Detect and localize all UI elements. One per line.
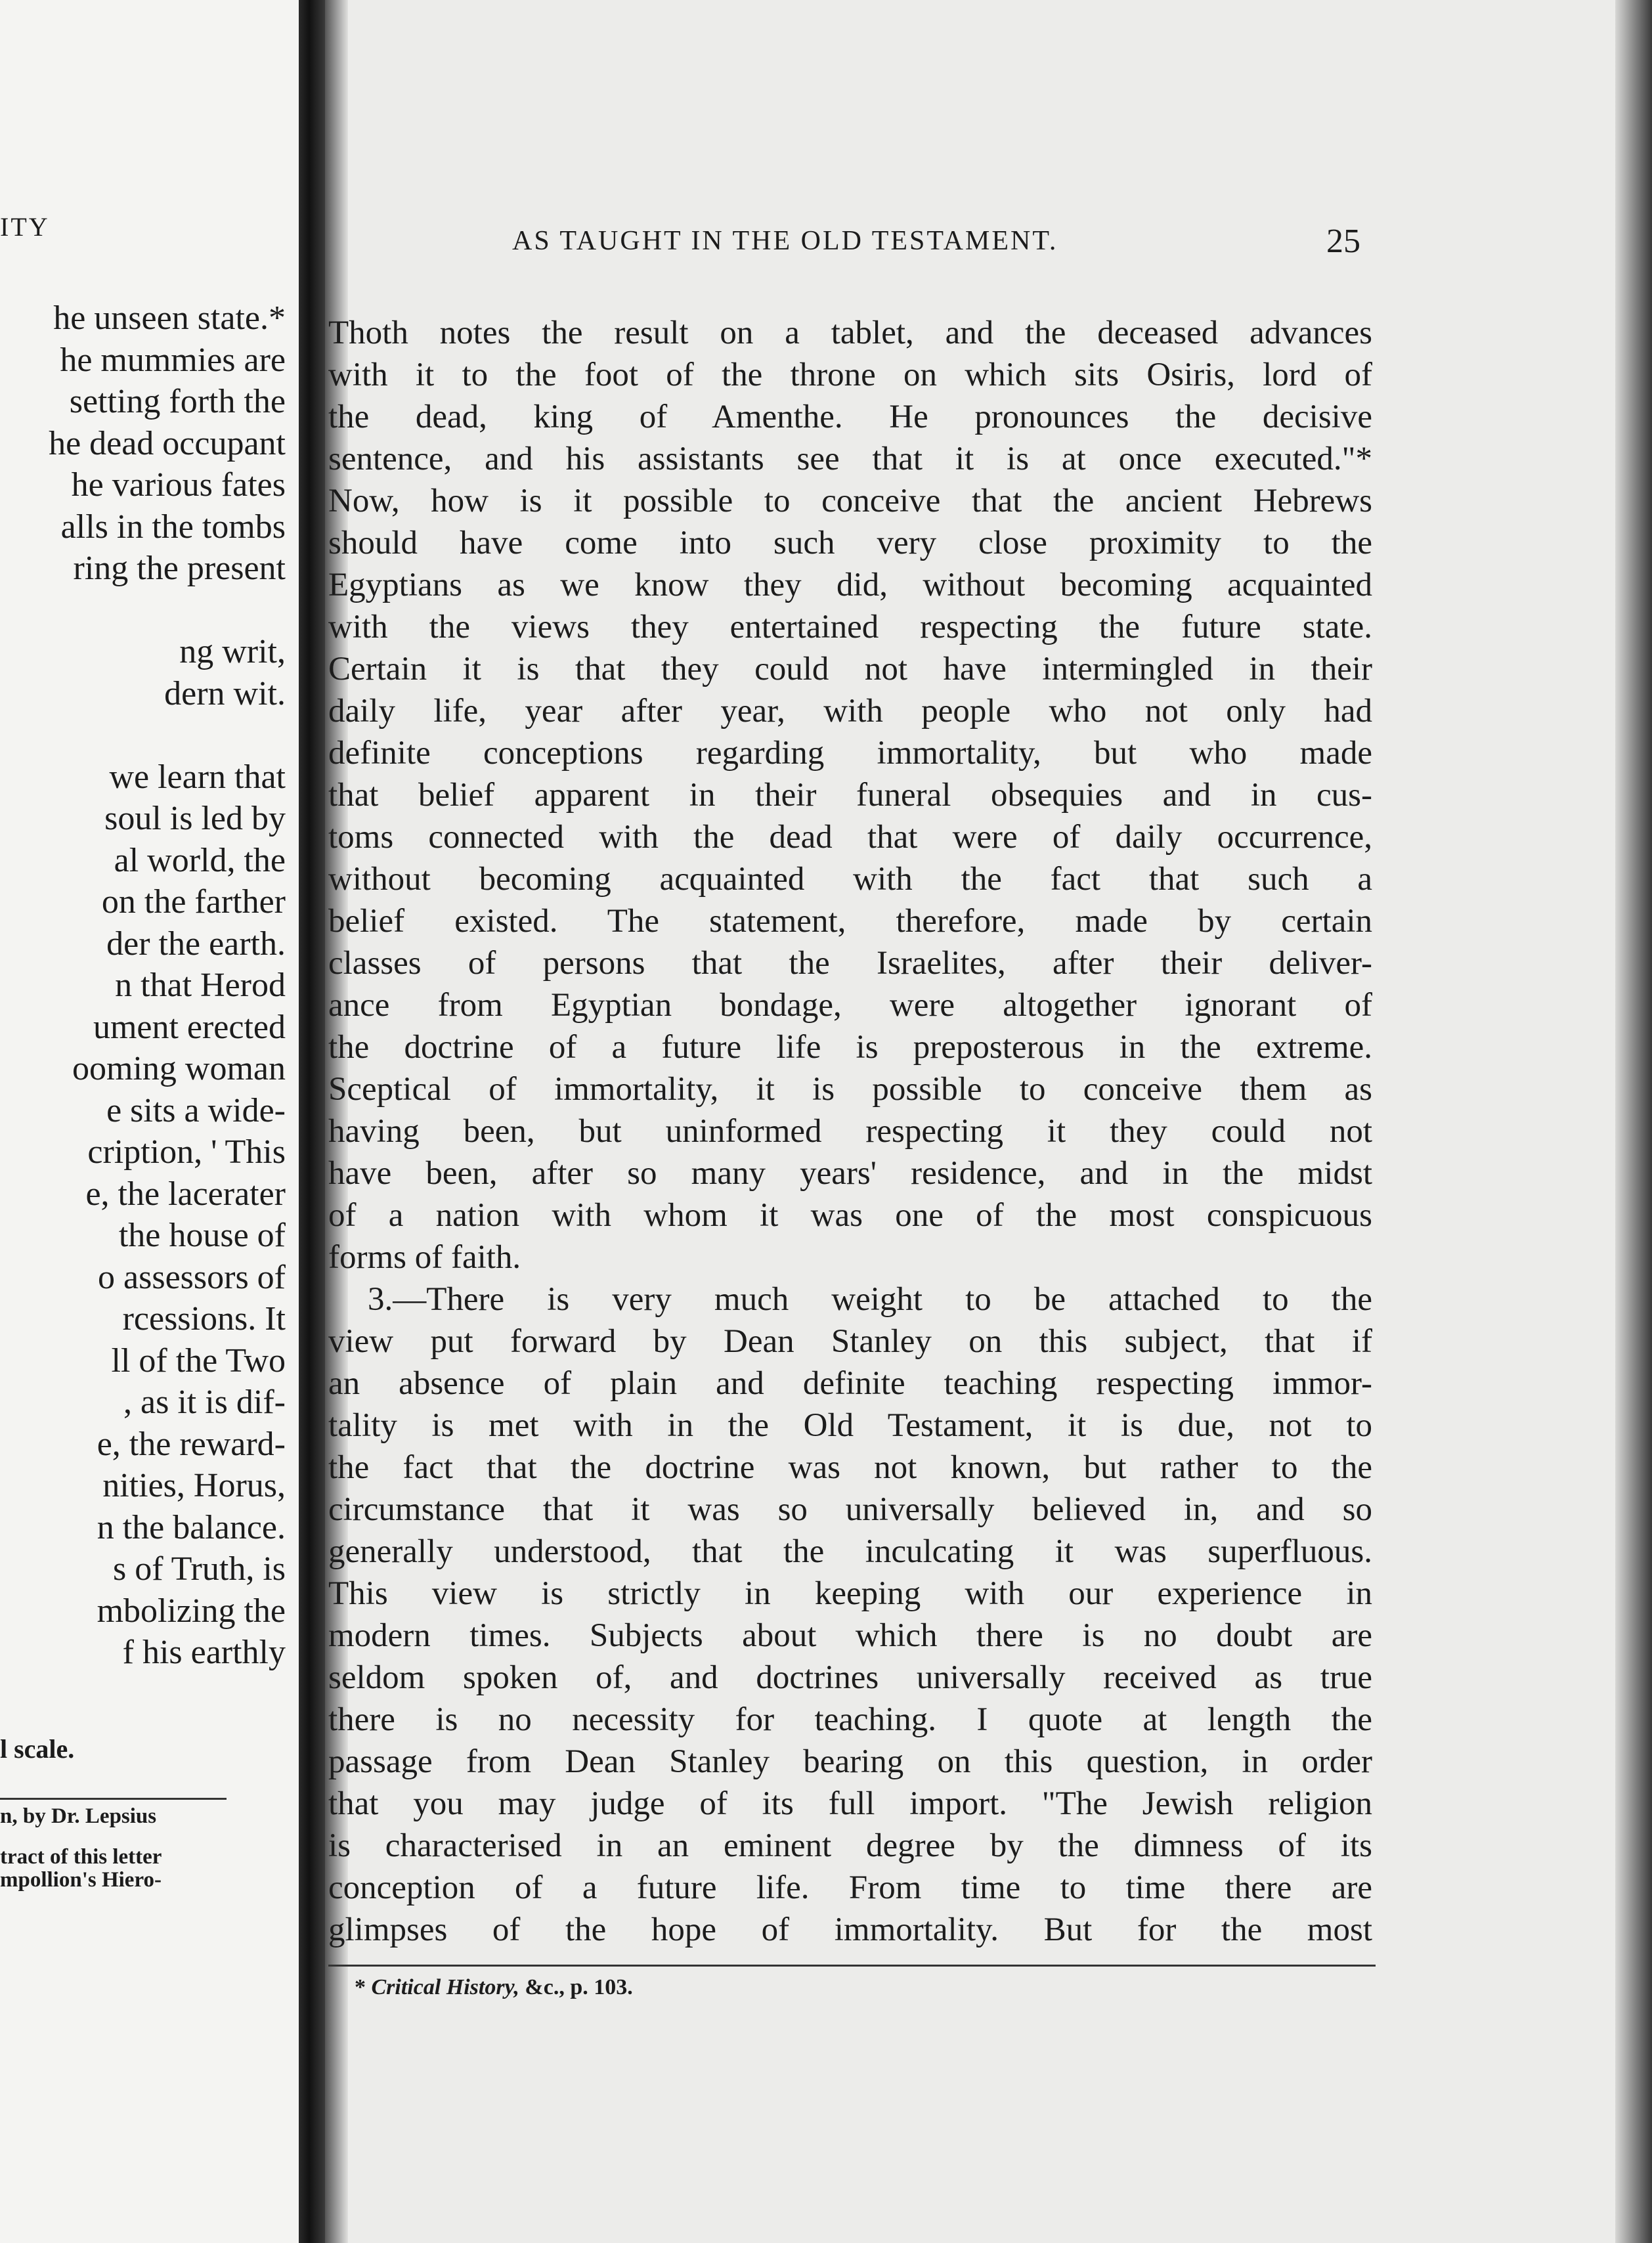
text-line: the doctrine of a future life is preposterous in the extreme. — [328, 1029, 1372, 1066]
text-line: generally understood, that the inculcating it was superfluous. — [328, 1533, 1372, 1570]
footnote-marker: * — [355, 1975, 372, 1999]
text-line: passage from Dean Stanley bearing on this question, in order — [328, 1743, 1372, 1780]
left-footnote-line: n, by Dr. Lepsius — [0, 1804, 157, 1828]
left-text-line: f his earthly — [122, 1634, 286, 1671]
text-line: view put forward by Dean Stanley on this subject, that if — [328, 1323, 1372, 1360]
left-footnote-line: mpollion's Hiero- — [0, 1868, 162, 1892]
text-line: seldom spoken of, and doctrines universally received as true — [328, 1659, 1372, 1696]
left-text-line: nities, Horus, — [102, 1467, 286, 1504]
left-text-line: we learn that — [109, 758, 286, 796]
text-line: ance from Egyptian bondage, were altogether ignorant of — [328, 987, 1372, 1024]
footnote-rule — [328, 1965, 1376, 1967]
left-text-line: dern wit. — [164, 674, 286, 712]
left-footnote-rule — [0, 1798, 227, 1800]
left-text-line: he mummies are — [60, 341, 286, 379]
left-text-line: o assessors of — [98, 1258, 286, 1296]
text-line: the fact that the doctrine was not known, but rather to the — [328, 1449, 1372, 1486]
text-line: have been, after so many years' residence, and in the midst — [328, 1155, 1372, 1192]
left-text-line: alls in the tombs — [60, 508, 286, 546]
left-text-line: e, the reward- — [97, 1425, 286, 1463]
book-gutter — [299, 0, 325, 2243]
left-text-line: der the earth. — [106, 925, 286, 963]
text-line: Certain it is that they could not have intermingled in their — [328, 651, 1372, 687]
page-number: 25 — [1326, 223, 1360, 260]
left-text-line: he dead occupant — [49, 424, 286, 462]
left-text-line: setting forth the — [69, 383, 286, 420]
text-line: Egyptians as we know they did, without becoming acquainted — [328, 567, 1372, 603]
left-scale-line: l scale. — [0, 1734, 75, 1764]
running-head: AS TAUGHT IN THE OLD TESTAMENT. — [512, 226, 1058, 256]
text-line: the dead, king of Amenthe. He pronounces the decisive — [328, 399, 1372, 435]
left-running-head: ITY — [0, 212, 50, 242]
text-line: modern times. Subjects about which there is no doubt are — [328, 1617, 1372, 1654]
left-text-line: ring the present — [73, 550, 286, 587]
text-line: Sceptical of immortality, it is possible to conceive them as — [328, 1071, 1372, 1108]
left-text-line: on the farther — [101, 883, 286, 921]
left-text-line: ooming woman — [72, 1050, 286, 1087]
text-line: forms of faith. — [328, 1239, 521, 1276]
text-line: that you may judge of its full import. "The Jewish religion — [328, 1785, 1372, 1822]
text-line: glimpses of the hope of immortality. But for the most — [328, 1911, 1372, 1948]
text-line: Now, how is it possible to conceive that the ancient Hebrews — [328, 483, 1372, 519]
text-line: of a nation with whom it was one of the most conspicuous — [328, 1197, 1372, 1234]
text-line: having been, but uninformed respecting it they could not — [328, 1113, 1372, 1150]
left-footnote-line: tract of this letter — [0, 1845, 162, 1869]
text-line: daily life, year after year, with people who not only had — [328, 693, 1372, 730]
text-line: without becoming acquainted with the fact that such a — [328, 861, 1372, 898]
text-line: conception of a future life. From time to time there are — [328, 1869, 1372, 1906]
left-text-line: the house of — [118, 1217, 286, 1254]
left-text-line: ng writ, — [179, 633, 286, 670]
text-line: should have come into such very close proximity to the — [328, 525, 1372, 561]
footnote — [355, 1975, 633, 2000]
left-text-line: cription, ' This — [87, 1133, 286, 1171]
text-line: that belief apparent in their funeral obsequies and in cus- — [328, 777, 1372, 814]
text-line: 3.—There is very much weight to be attached to the — [368, 1281, 1372, 1318]
left-facing-page — [0, 0, 299, 2243]
left-text-line: ument erected — [93, 1008, 286, 1046]
text-line: belief existed. The statement, therefore, made by certain — [328, 903, 1372, 940]
left-text-line: , as it is dif- — [123, 1383, 286, 1421]
text-line: tality is met with in the Old Testament, it is due, not to — [328, 1407, 1372, 1444]
page-edge-shadow — [1615, 0, 1652, 2243]
text-line: toms connected with the dead that were of daily occurrence, — [328, 819, 1372, 856]
text-line: with it to the foot of the throne on which sits Osiris, lord of — [328, 357, 1372, 393]
left-text-line: he various fates — [71, 466, 286, 504]
left-text-line: soul is led by — [104, 800, 286, 837]
left-text-line: n that Herod — [115, 967, 286, 1004]
left-text-line: mbolizing the — [97, 1592, 286, 1630]
left-text-line: he unseen state.* — [53, 299, 286, 337]
footnote-rest: &c., p. 103. — [519, 1975, 633, 1999]
text-line: an absence of plain and definite teaching respecting immor- — [328, 1365, 1372, 1402]
left-text-line: e sits a wide- — [106, 1091, 286, 1129]
left-text-line: ll of the Two — [111, 1341, 286, 1380]
text-line: is characterised in an eminent degree by the dimness of its — [328, 1827, 1372, 1864]
left-text-line: e, the lacerater — [85, 1175, 286, 1213]
text-line: definite conceptions regarding immortality, but who made — [328, 735, 1372, 772]
text-line: there is no necessity for teaching. I quote at length the — [328, 1701, 1372, 1738]
left-text-line: rcessions. It — [122, 1300, 286, 1338]
left-text-line: al world, the — [114, 841, 286, 879]
text-line: classes of persons that the Israelites, after their deliver- — [328, 945, 1372, 982]
left-text-line: s of Truth, is — [113, 1550, 286, 1588]
text-line: sentence, and his assistants see that it is at once executed."* — [328, 441, 1372, 477]
text-line: with the views they entertained respecting the future state. — [328, 609, 1372, 645]
text-line: This view is strictly in keeping with our experience in — [328, 1575, 1372, 1612]
left-text-line: n the balance. — [97, 1508, 286, 1546]
text-line: Thoth notes the result on a tablet, and the deceased advances — [328, 315, 1372, 351]
text-line: circumstance that it was so universally believed in, and so — [328, 1491, 1372, 1528]
footnote-title: Critical History, — [371, 1975, 519, 1999]
